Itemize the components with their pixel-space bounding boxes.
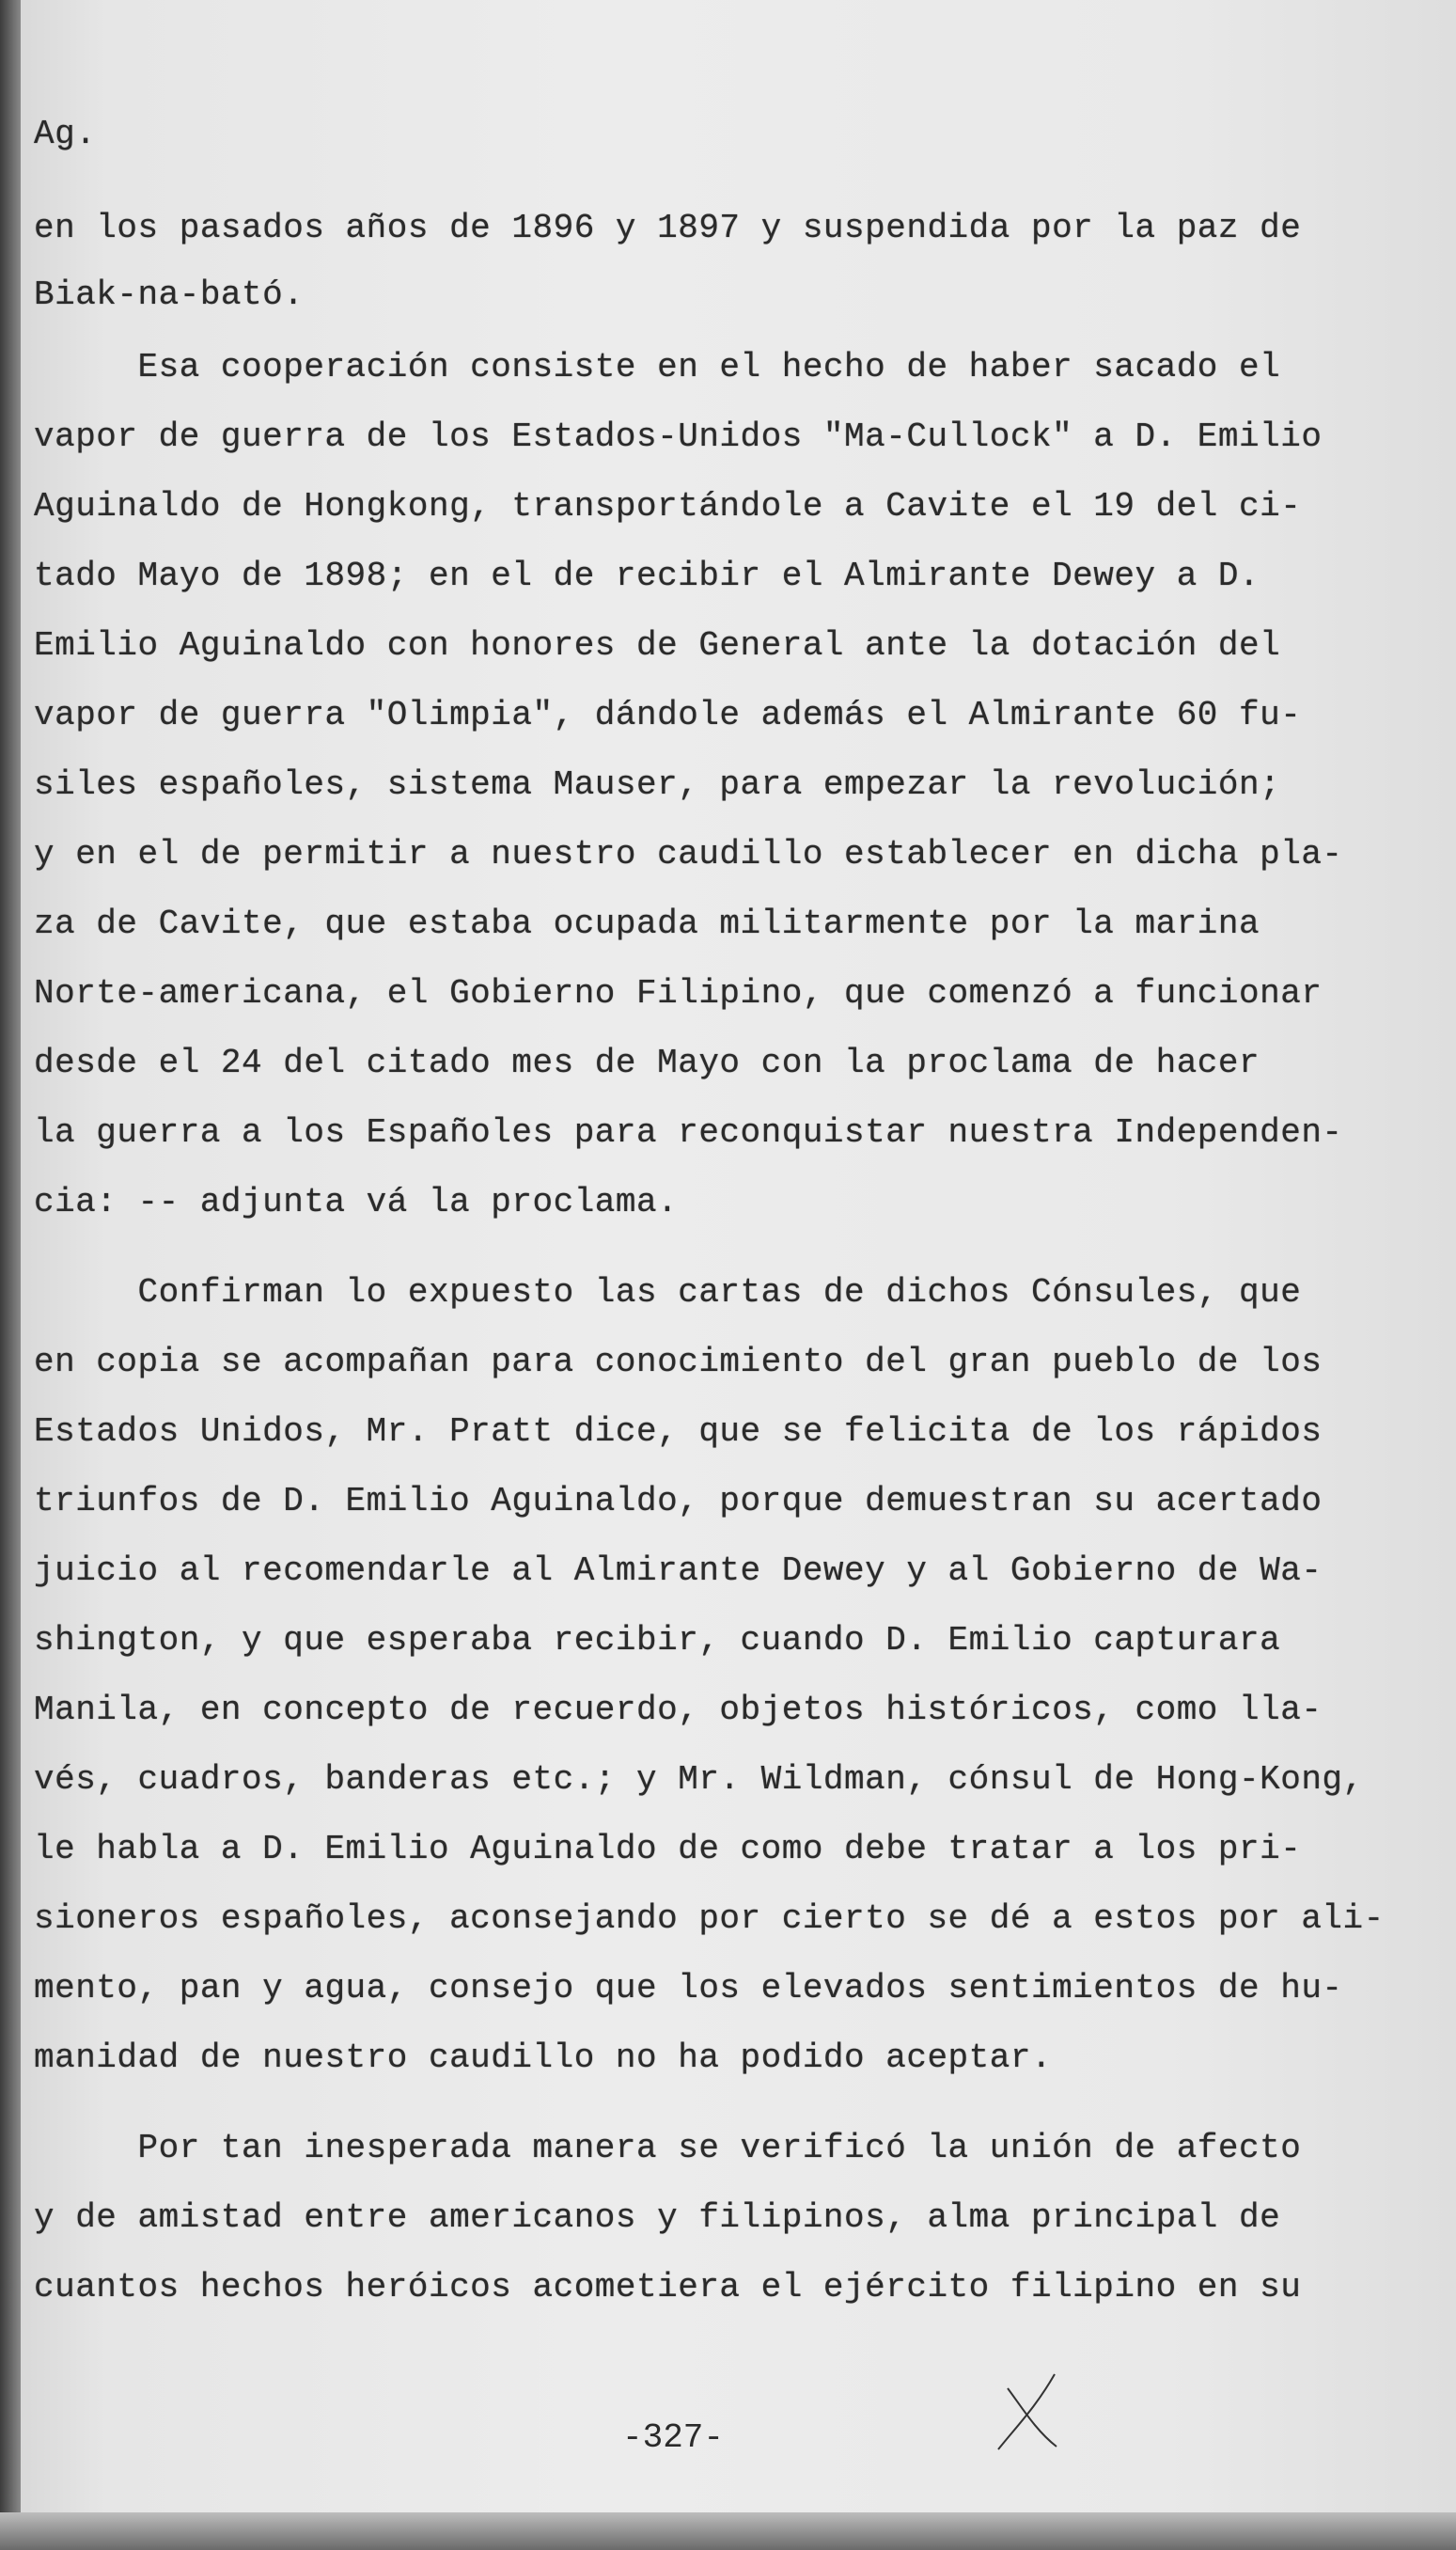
text-line: shington, y que esperaba recibir, cuando D. Emilio capturara (34, 1621, 1281, 1660)
text-line: le habla a D. Emilio Aguinaldo de como debe tratar a los pri- (34, 1830, 1302, 1868)
text-line: vapor de guerra "Olimpia", dándole además el Almirante 60 fu- (34, 696, 1302, 734)
text-line: Esa cooperación consiste en el hecho de haber sacado el (34, 348, 1281, 386)
text-line: juicio al recomendarle al Almirante Dewey y al Gobierno de Wa- (34, 1551, 1323, 1590)
text-line: manidad de nuestro caudillo no ha podido aceptar. (34, 2038, 1053, 2077)
text-line: Biak-na-bató. (34, 275, 305, 314)
text-line: vapor de guerra de los Estados-Unidos "Ma-Cullock" a D. Emilio (34, 417, 1323, 456)
page-number: -327- (622, 2418, 725, 2457)
header-fragment: Ag. (34, 115, 97, 153)
page-edge-shadow (0, 0, 21, 2550)
text-line: za de Cavite, que estaba ocupada militarmente por la marina (34, 905, 1260, 943)
text-line: desde el 24 del citado mes de Mayo con la proclama de hacer (34, 1044, 1260, 1082)
scan-bottom-band (0, 2512, 1456, 2550)
text-line: en copia se acompañan para conocimiento del gran pueblo de los (34, 1343, 1323, 1381)
text-line: Estados Unidos, Mr. Pratt dice, que se felicita de los rápidos (34, 1412, 1323, 1451)
text-line: y en el de permitir a nuestro caudillo establecer en dicha pla- (34, 835, 1343, 874)
text-line: en los pasados años de 1896 y 1897 y suspendida por la paz de (34, 209, 1302, 247)
text-line: cuantos hechos heróicos acometiera el ejército filipino en su (34, 2268, 1302, 2306)
text-line: cia: -- adjunta vá la proclama. (34, 1183, 679, 1221)
handwritten-x-mark (989, 2369, 1064, 2454)
text-line: Aguinaldo de Hongkong, transportándole a Cavite el 19 del ci- (34, 487, 1302, 526)
text-line: siles españoles, sistema Mauser, para empezar la revolución; (34, 765, 1281, 804)
text-line: vés, cuadros, banderas etc.; y Mr. Wildman, cónsul de Hong-Kong, (34, 1760, 1364, 1799)
text-line: Emilio Aguinaldo con honores de General ante la dotación del (34, 626, 1281, 665)
text-line: y de amistad entre americanos y filipinos, alma principal de (34, 2198, 1281, 2237)
text-line: Por tan inesperada manera se verificó la unión de afecto (34, 2129, 1302, 2167)
text-line: la guerra a los Españoles para reconquistar nuestra Independen- (34, 1113, 1343, 1152)
text-line: sioneros españoles, aconsejando por cierto se dé a estos por ali- (34, 1899, 1385, 1938)
text-line: Manila, en concepto de recuerdo, objetos históricos, como lla- (34, 1691, 1323, 1729)
text-line: Confirman lo expuesto las cartas de dichos Cónsules, que (34, 1273, 1302, 1312)
document-page (21, 0, 1456, 2550)
text-line: Norte-americana, el Gobierno Filipino, que comenzó a funcionar (34, 974, 1323, 1013)
text-line: tado Mayo de 1898; en el de recibir el Almirante Dewey a D. (34, 557, 1260, 595)
text-line: triunfos de D. Emilio Aguinaldo, porque demuestran su acertado (34, 1482, 1323, 1520)
text-line: mento, pan y agua, consejo que los elevados sentimientos de hu- (34, 1969, 1343, 2007)
